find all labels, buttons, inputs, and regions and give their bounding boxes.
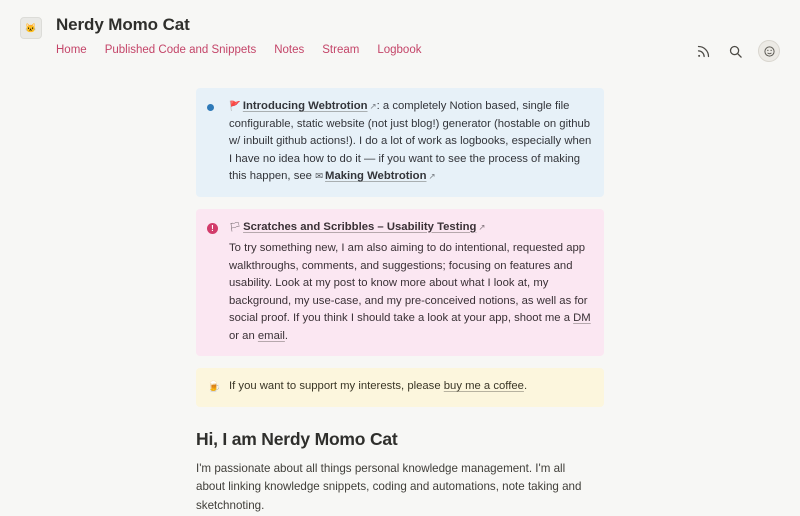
theme-toggle-avatar[interactable] bbox=[758, 40, 780, 62]
link-making-webtrotion[interactable]: Making Webtrotion bbox=[325, 170, 427, 182]
link-scratches-and-scribbles[interactable]: Scratches and Scribbles – Usability Testing bbox=[243, 220, 477, 233]
callout-webtrotion-body bbox=[229, 98, 592, 186]
nav-logbook[interactable]: Logbook bbox=[377, 44, 422, 57]
search-icon[interactable] bbox=[726, 42, 744, 60]
external-link-icon: ↗ bbox=[369, 101, 377, 111]
support-text-before: If you want to support my interests, please bbox=[229, 380, 444, 392]
main-paragraph: I'm passionate about all things personal knowledge management. I'm all about linking knowledge snippets, coding and automations, note taking and sketchnoting. bbox=[196, 461, 582, 513]
title-and-nav bbox=[56, 14, 421, 56]
callout-scratches-body bbox=[229, 219, 592, 346]
external-link-icon-3: ↗ bbox=[478, 221, 486, 232]
callout-scratches-paragraph bbox=[229, 240, 592, 345]
link-introducing-webtrotion[interactable]: Introducing Webtrotion bbox=[242, 100, 368, 112]
scratches-text-between: or an bbox=[229, 329, 258, 342]
main-nav bbox=[56, 44, 421, 56]
callout-scratches-title-row bbox=[229, 219, 592, 237]
nav-published-code-and-snippets[interactable]: Published Code and Snippets bbox=[104, 44, 257, 57]
blue-dot-icon bbox=[207, 99, 223, 186]
callout-support bbox=[196, 368, 604, 407]
nav-notes[interactable]: Notes bbox=[274, 44, 305, 57]
site-header bbox=[0, 0, 800, 62]
callout-webtrotion bbox=[196, 88, 604, 197]
content-column bbox=[196, 88, 604, 516]
scratches-text-before: To try something new, I am also aiming to do intentional, requested app walkthroughs, comments, and suggestions; focusing on features and usability. Look at my post to know more about what I look at, my background, my use-case, and my pre-conceived notions, as well as for social proof. If you think I should take a look at your app, shoot me a bbox=[229, 242, 588, 324]
scratches-text-after: . bbox=[284, 329, 289, 342]
flag-white-icon: 🏳 bbox=[229, 221, 242, 233]
flag-icon: 🚩 bbox=[229, 101, 241, 112]
callout-webtrotion-text: : a completely Notion based, single file configurable, static website (not just blog!) generator (hostable on github w/ inbuilt github actions!). I do a lot of work as logbooks, especially when I have no idea how to do it — if you want to see the process of making this happen, see bbox=[229, 100, 592, 182]
link-email[interactable]: email bbox=[257, 329, 285, 342]
page-title: Nerdy Momo Cat bbox=[56, 15, 190, 34]
warning-icon: ! bbox=[207, 220, 223, 346]
logo-glyph: 🐱 bbox=[25, 22, 37, 33]
external-link-icon-2: ↗ bbox=[428, 171, 436, 181]
callout-scratches-and-scribbles bbox=[196, 209, 604, 357]
nav-home[interactable]: Home bbox=[56, 44, 87, 57]
main-heading: Hi, I am Nerdy Momo Cat bbox=[196, 428, 398, 449]
mail-icon: ✉ bbox=[315, 171, 324, 182]
cat-logo-icon[interactable] bbox=[20, 17, 42, 39]
beer-icon: 🍺 bbox=[207, 381, 221, 393]
link-buy-me-a-coffee[interactable]: buy me a coffee bbox=[443, 380, 524, 392]
support-text-after: . bbox=[523, 380, 528, 392]
nav-stream[interactable]: Stream bbox=[322, 44, 360, 57]
header-actions bbox=[694, 40, 780, 62]
link-dm[interactable]: DM bbox=[573, 312, 591, 324]
rss-icon[interactable] bbox=[694, 42, 712, 60]
header-left bbox=[20, 14, 694, 56]
callout-support-body bbox=[229, 378, 592, 396]
